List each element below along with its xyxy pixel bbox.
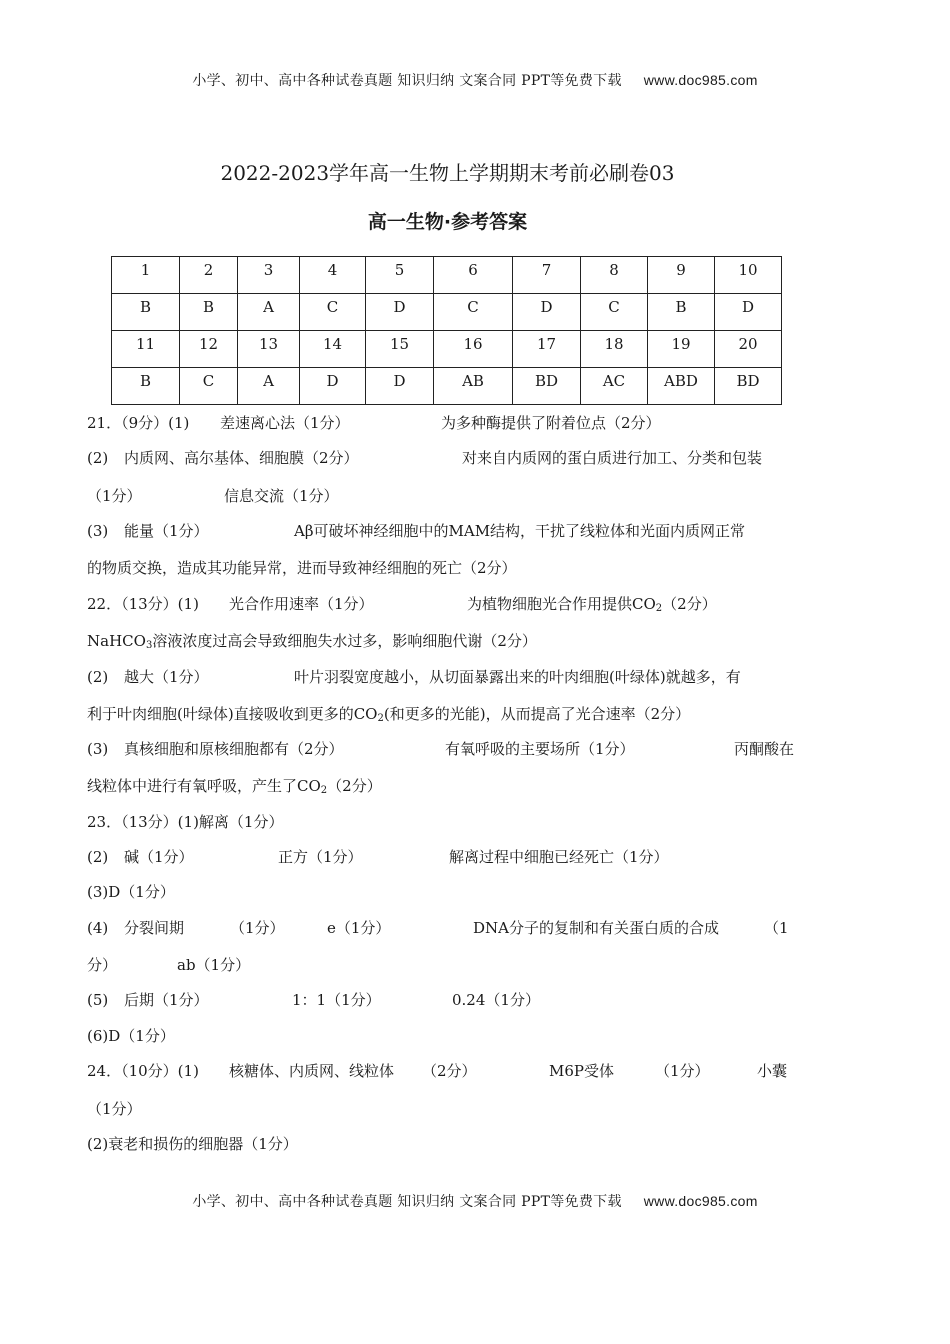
table-cell: A xyxy=(238,368,300,405)
q23-answer: 分裂间期 xyxy=(124,919,185,937)
table-cell: 4 xyxy=(300,257,366,294)
q21-answer: Aβ可破坏神经细胞中的MAM结构，干扰了线粒体和光面内质网正常 xyxy=(294,522,746,540)
table-cell: C xyxy=(180,368,238,405)
table-cell: A xyxy=(238,294,300,331)
table-cell: C xyxy=(300,294,366,331)
q23-answer: （1 xyxy=(764,919,789,937)
q23-answer: （1分） xyxy=(230,919,285,937)
table-cell: B xyxy=(648,294,715,331)
q21-answer: 为多种酶提供了附着位点（2分） xyxy=(441,414,661,432)
table-cell: D xyxy=(300,368,366,405)
q22-answer: 为植物细胞光合作用提供$CO_2(2$分） xyxy=(467,595,717,614)
table-cell: 17 xyxy=(513,331,581,368)
q22-answer: 线粒体中进行有氧呼吸，产生了$CO_2(2$分） xyxy=(87,777,382,796)
q23-answer: 碱（1分） xyxy=(124,848,194,866)
table-cell: BD xyxy=(513,368,581,405)
table-row-answers-2 xyxy=(112,368,782,405)
q21-answer: 的物质交换，造成其功能异常，进而导致神经细胞的死亡（2分） xyxy=(87,559,517,577)
table-cell: 6 xyxy=(434,257,513,294)
part-label: (2) xyxy=(87,668,109,686)
q21-answer: 差速离心法（1分） xyxy=(220,414,350,432)
q23-answer: (3)D（1分） xyxy=(87,883,175,901)
page-title: 2022-2023学年高一生物上学期期末考前必刷卷03 xyxy=(220,161,675,185)
part-label: (2) xyxy=(87,848,109,866)
table-cell: C xyxy=(434,294,513,331)
table-cell: AC xyxy=(581,368,648,405)
q24-answer: （1分） xyxy=(87,1100,142,1118)
answer-table xyxy=(111,256,782,405)
q24-head: 24．（10分）(1) xyxy=(87,1062,199,1080)
q22-answer: 利于叶肉细胞(叶绿体)直接吸收到更多的$CO_2$(和更多的光能)，从而提高了光合速率（2分） xyxy=(87,705,691,724)
header-text: 小学、初中、高中各种试卷真题 知识归纳 文案合同 PPT等免费下载 xyxy=(192,73,622,89)
q23-answer: 后期（1分） xyxy=(124,991,209,1009)
page-header xyxy=(0,70,950,90)
q22-head: 22．（13分）(1) xyxy=(87,595,199,613)
table-row-numbers-1 xyxy=(112,257,782,294)
table-cell: 10 xyxy=(715,257,782,294)
footer-site-link[interactable]: www.doc985.com xyxy=(643,1193,758,1209)
q21-answer: 对来自内质网的蛋白质进行加工、分类和包装 xyxy=(462,449,763,467)
table-cell: ABD xyxy=(648,368,715,405)
q22-answer: 真核细胞和原核细胞都有（2分） xyxy=(124,740,344,758)
page-footer xyxy=(0,1191,950,1211)
table-cell: 18 xyxy=(581,331,648,368)
table-cell: B xyxy=(112,294,180,331)
table-cell: BD xyxy=(715,368,782,405)
table-cell: 8 xyxy=(581,257,648,294)
part-label: (2) xyxy=(87,449,109,467)
table-cell: 20 xyxy=(715,331,782,368)
q24-answer: M6P受体 xyxy=(549,1062,614,1080)
q23-answer: 1：1（1分） xyxy=(292,991,381,1009)
q23-answer: e（1分） xyxy=(327,919,391,937)
table-cell: D xyxy=(366,368,434,405)
q23-answer: DNA分子的复制和有关蛋白质的合成 xyxy=(473,919,719,937)
q21-answer: 内质网、高尔基体、细胞膜（2分） xyxy=(124,449,359,467)
table-cell: 9 xyxy=(648,257,715,294)
q21-answer: 信息交流（1分） xyxy=(224,487,339,505)
table-cell: 16 xyxy=(434,331,513,368)
table-cell: 12 xyxy=(180,331,238,368)
table-row-answers-1 xyxy=(112,294,782,331)
q24-answer: （2分） xyxy=(422,1062,477,1080)
q22-answer: 丙酮酸在 xyxy=(734,740,795,758)
header-site-link[interactable]: www.doc985.com xyxy=(643,72,758,88)
q22-answer: NaHCO$_3$溶液浓度过高会导致细胞失水过多，影响细胞代谢（2分） xyxy=(87,632,537,651)
table-cell: 5 xyxy=(366,257,434,294)
q22-answer: 有氧呼吸的主要场所（1分） xyxy=(445,740,635,758)
q23-answer: 分） xyxy=(87,956,118,974)
q23-answer: (6)D（1分） xyxy=(87,1027,175,1045)
q24-answer: 核糖体、内质网、线粒体 xyxy=(229,1062,395,1080)
q23-answer: ab（1分） xyxy=(177,956,251,974)
table-cell: 7 xyxy=(513,257,581,294)
table-cell: 15 xyxy=(366,331,434,368)
part-label: (5) xyxy=(87,991,109,1009)
table-cell: D xyxy=(513,294,581,331)
q23-answer: 解离过程中细胞已经死亡（1分） xyxy=(449,848,669,866)
q24-answer: (2)衰老和损伤的细胞器（1分） xyxy=(87,1135,298,1153)
q21-answer: （1分） xyxy=(87,487,142,505)
q24-answer: （1分） xyxy=(655,1062,710,1080)
q21-head: 21．（9分）(1) xyxy=(87,414,190,432)
table-cell: 2 xyxy=(180,257,238,294)
part-label: (3) xyxy=(87,522,109,540)
part-label: (3) xyxy=(87,740,109,758)
q22-answer: 越大（1分） xyxy=(124,668,209,686)
table-cell: B xyxy=(112,368,180,405)
page-subtitle: 高一生物·参考答案 xyxy=(367,211,528,233)
q23-answer: 0.24（1分） xyxy=(452,991,540,1009)
table-cell: C xyxy=(581,294,648,331)
table-row-numbers-2 xyxy=(112,331,782,368)
table-cell: AB xyxy=(434,368,513,405)
table-cell: 19 xyxy=(648,331,715,368)
q24-answer: 小囊 xyxy=(757,1062,788,1080)
table-cell: B xyxy=(180,294,238,331)
q23-answer: 正方（1分） xyxy=(278,848,363,866)
table-cell: 13 xyxy=(238,331,300,368)
table-cell: 3 xyxy=(238,257,300,294)
q22-answer: 光合作用速率（1分） xyxy=(229,595,374,613)
part-label: (4) xyxy=(87,919,109,937)
q23-head: 23．（13分）(1)解离（1分） xyxy=(87,813,284,831)
table-cell: 11 xyxy=(112,331,180,368)
q22-answer: 叶片羽裂宽度越小，从切面暴露出来的叶肉细胞(叶绿体)就越多，有 xyxy=(294,668,741,686)
footer-text: 小学、初中、高中各种试卷真题 知识归纳 文案合同 PPT等免费下载 xyxy=(192,1194,622,1210)
table-cell: 1 xyxy=(112,257,180,294)
q21-answer: 能量（1分） xyxy=(124,522,209,540)
table-cell: D xyxy=(366,294,434,331)
table-cell: D xyxy=(715,294,782,331)
table-cell: 14 xyxy=(300,331,366,368)
